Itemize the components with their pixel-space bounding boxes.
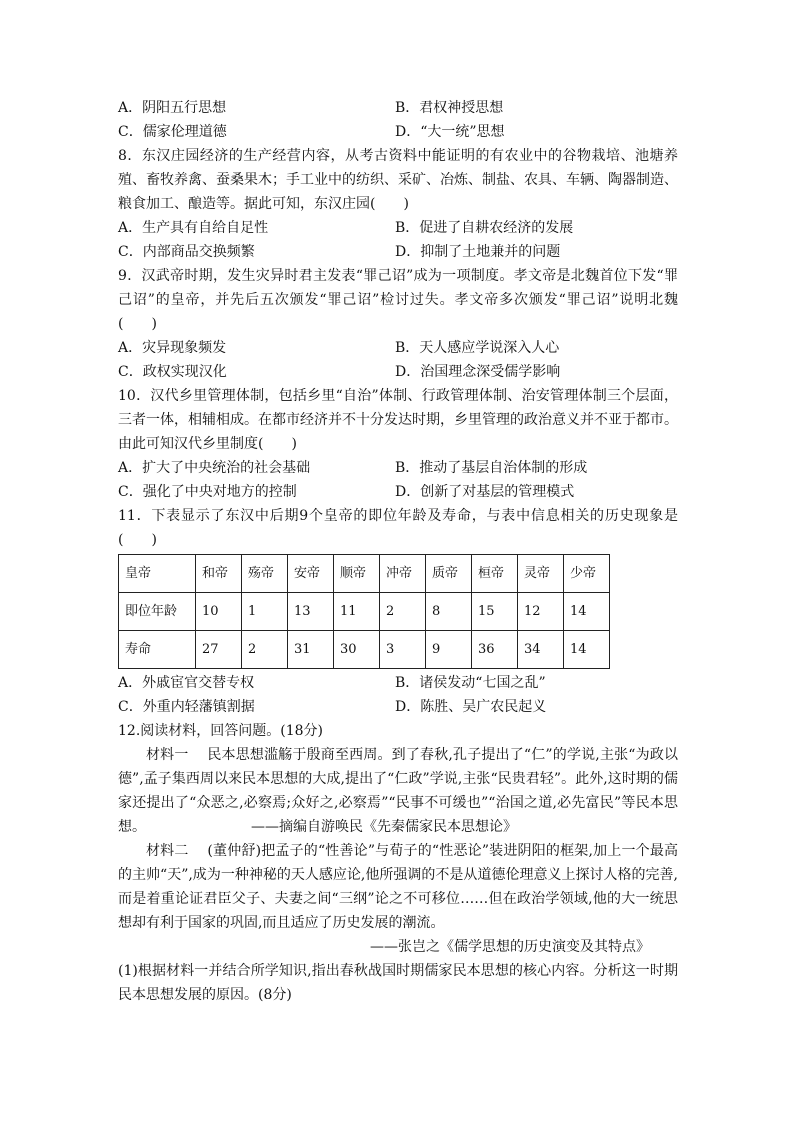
q8-options-row-2: [118, 240, 678, 264]
q7-option-c: C．儒家伦理道德: [118, 124, 227, 140]
table-cell: 和帝: [196, 555, 242, 593]
table-cell: 少帝: [564, 555, 610, 593]
q10-options-row-2: [118, 480, 678, 504]
q9-option-a: A．灾异现象频发: [118, 340, 227, 356]
table-cell: 灵帝: [518, 555, 564, 593]
q10-option-b: B．推动了基层自治体制的形成: [395, 460, 588, 476]
table-cell: 14: [564, 631, 610, 669]
table-cell: 14: [564, 593, 610, 631]
table-cell: 2: [242, 631, 288, 669]
q8-option-c: C．内部商品交换频繁: [118, 244, 255, 260]
table-cell: 3: [380, 631, 426, 669]
q7-option-a: A．阴阳五行思想: [118, 100, 227, 116]
table-cell: 30: [334, 631, 380, 669]
q9-stem: 9．汉武帝时期，发生灾异时君主发表“罪己诏”成为一项制度。孝文帝是北魏首位下发“罪己诏”的皇帝，并先后五次颁发“罪己诏”检讨过失。孝文帝多次颁发“罪己诏”说明北魏( ): [118, 268, 678, 332]
table-cell: 2: [380, 593, 426, 631]
q12-material-2: 材料二 (董仲舒)把孟子的“性善论”与荀子的“性恶论”装进阴阳的框架,加上一个最高的主帅“天”,成为一种神秘的天人感应论,他所强调的不是从道德伦理意义上探讨人格的完善,而是着重论证君臣父子、夫妻之间“三纲”论之不可移位……但在政治学领域,他的大一统思想却有利于国家的巩固,而且适应了历史发展的潮流。: [118, 843, 678, 931]
emperor-table: [118, 554, 610, 669]
table-header-lifespan: 寿命: [119, 631, 196, 669]
table-cell: 殇帝: [242, 555, 288, 593]
q10-option-a: A．扩大了中央统治的社会基础: [118, 460, 311, 476]
table-cell: 顺帝: [334, 555, 380, 593]
q7-options-row-1: [118, 96, 678, 120]
q10-option-d: D．创新了对基层的管理模式: [395, 484, 575, 500]
q12-material-1: 材料一 民本思想滥觞于殷商至西周。到了春秋,孔子提出了“仁”的学说,主张“为政以德”,孟子集西周以来民本思想的大成,提出了“仁政”学说,主张“民贵君轻”。此外,这时期的儒家还提出了“众恶之,必察焉;众好之,必察焉”“民事不可缓也”“治国之道,必先富民”等民本思想。 ——摘编自游唤民《先秦儒家民本思想论》: [118, 747, 678, 835]
q9-options-row-1: [118, 336, 678, 360]
table-cell: 11: [334, 593, 380, 631]
q8-option-a: A．生产具有自给自足性: [118, 220, 269, 236]
q9-option-b: B．天人感应学说深入人心: [395, 340, 560, 356]
q8-option-d: D．抑制了土地兼并的问题: [395, 244, 561, 260]
table-cell: 15: [472, 593, 518, 631]
exam-page: [118, 96, 678, 1007]
table-cell: 12: [518, 593, 564, 631]
table-header-emperor: 皇帝: [119, 555, 196, 593]
q7-options-row-2: [118, 120, 678, 144]
table-cell: 冲帝: [380, 555, 426, 593]
q11-option-b: B．诸侯发动“七国之乱”: [395, 675, 546, 691]
table-cell: 10: [196, 593, 242, 631]
table-cell: 9: [426, 631, 472, 669]
table-cell: 34: [518, 631, 564, 669]
q8-stem: 8．东汉庄园经济的生产经营内容，从考古资料中能证明的有农业中的谷物栽培、池塘养殖、畜牧养禽、蚕桑果木；手工业中的纺织、采矿、冶炼、制盐、农具、车辆、陶器制造、粮食加工、酿造等。据此可知，东汉庄园( ): [118, 148, 678, 212]
q9-option-d: D．治国理念深受儒学影响: [395, 364, 561, 380]
q11-options-row-1: [118, 671, 678, 695]
q7-option-d: D．“大一统”思想: [395, 124, 505, 140]
table-row-lifespans: [119, 631, 610, 669]
table-row-emperors: [119, 555, 610, 593]
q12-material-2-source: ——张岂之《儒学思想的历史演变及其特点》: [370, 939, 650, 955]
table-cell: 31: [288, 631, 334, 669]
table-cell: 8: [426, 593, 472, 631]
q11-option-a: A．外戚宦官交替专权: [118, 675, 255, 691]
table-cell: 27: [196, 631, 242, 669]
q10-stem: 10．汉代乡里管理体制，包括乡里“自治”体制、行政管理体制、治安管理体制三个层面，三者一体，相辅相成。在都市经济并不十分发达时期，乡里管理的政治意义并不亚于都市。由此可知汉代乡里制度( ): [118, 388, 678, 452]
table-header-age: 即位年龄: [119, 593, 196, 631]
table-cell: 36: [472, 631, 518, 669]
table-row-ages: [119, 593, 610, 631]
q11-option-d: D．陈胜、吴广农民起义: [395, 699, 547, 715]
table-cell: 质帝: [426, 555, 472, 593]
q9-options-row-2: [118, 360, 678, 384]
q11-options-row-2: [118, 695, 678, 719]
q9-option-c: C．政权实现汉化: [118, 364, 227, 380]
q11-stem: 11．下表显示了东汉中后期9个皇帝的即位年龄及寿命，与表中信息相关的历史现象是( ): [118, 508, 678, 548]
q8-option-b: B．促进了自耕农经济的发展: [395, 220, 574, 236]
table-cell: 13: [288, 593, 334, 631]
q11-option-c: C．外重内轻藩镇割据: [118, 699, 255, 715]
table-cell: 桓帝: [472, 555, 518, 593]
q7-option-b: B．君权神授思想: [395, 100, 504, 116]
q8-options-row-1: [118, 216, 678, 240]
q10-options-row-1: [118, 456, 678, 480]
q12-stem: 12.阅读材料，回答问题。(18分): [118, 723, 324, 739]
q12-subquestion-1: (1)根据材料一并结合所学知识,指出春秋战国时期儒家民本思想的核心内容。分析这一时期民本思想发展的原因。(8分): [118, 963, 678, 1003]
table-cell: 1: [242, 593, 288, 631]
q10-option-c: C．强化了中央对地方的控制: [118, 484, 297, 500]
table-cell: 安帝: [288, 555, 334, 593]
